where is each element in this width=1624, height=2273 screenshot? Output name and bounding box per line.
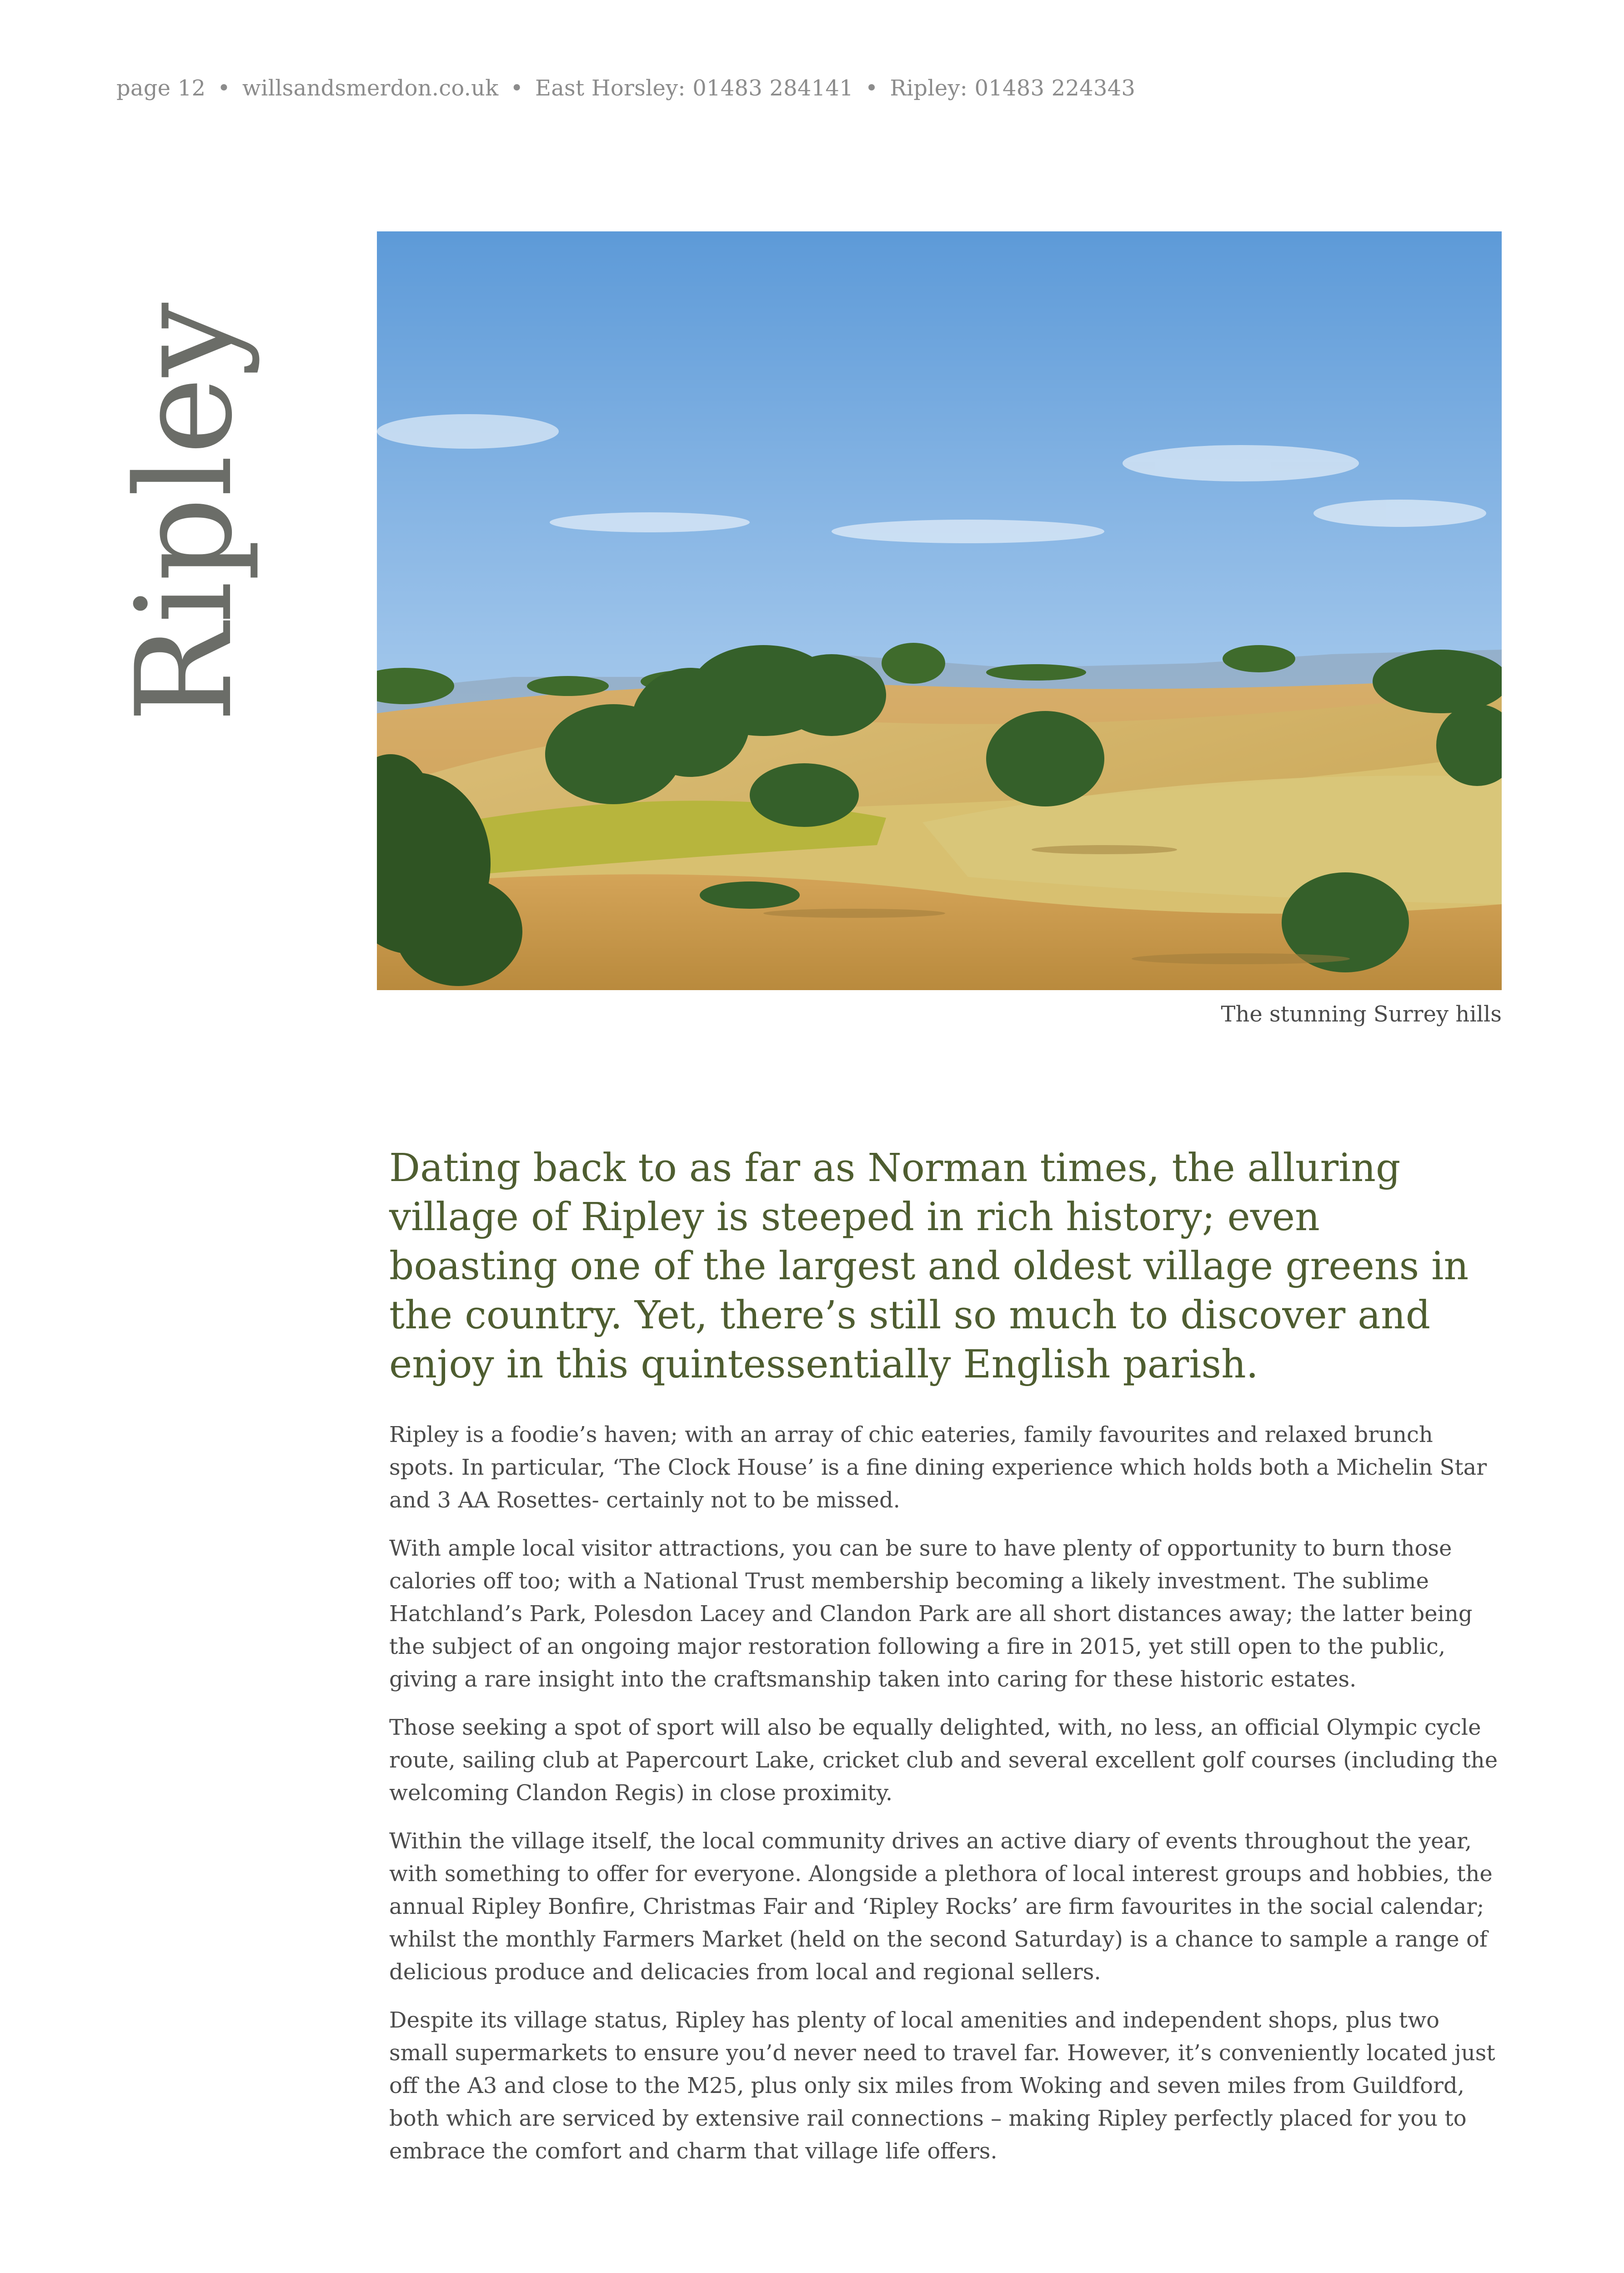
paragraph-sport: Those seeking a spot of sport will also be equally delighted, with, no less, an official Olympic cycle route, sailing club at Papercourt Lake, cricket club and several excellent golf courses (including the welcoming Clandon Regis) in close proximity. — [389, 1715, 1498, 1806]
paragraph-food: Ripley is a foodie’s haven; with an array of chic eateries, family favourites and relaxed brunch spots. In particular, ‘The Clock House’ is a fine dining experience which holds both a Michelin Star and 3 AA Rosettes- certainly not to be missed. — [389, 1422, 1487, 1513]
page-title: Ripley — [108, 302, 261, 723]
page-number: page 12 — [116, 75, 206, 101]
header-separator: • — [510, 75, 523, 101]
body-text — [389, 1418, 1499, 2183]
intro-paragraph: Dating back to as far as Norman times, the alluring village of Ripley is steeped in rich history; even boasting one of the largest and oldest village greens in the country. Yet, there’s still so much to discover and enjoy in this quintessentially English parish. — [389, 1146, 1469, 1387]
ripley-phone: Ripley: 01483 224343 — [890, 75, 1136, 101]
website-link[interactable]: willsandsmerdon.co.uk — [242, 75, 499, 101]
photo-caption: The stunning Surrey hills — [1221, 1001, 1502, 1027]
landscape-illustration — [377, 231, 1502, 990]
header-separator: • — [217, 75, 231, 101]
header-separator: • — [865, 75, 878, 101]
hero-photo — [377, 231, 1502, 990]
page-header — [116, 75, 1135, 101]
paragraph-community: Within the village itself, the local community drives an active diary of events throughout the year, with something to offer for everyone. Alongside a plethora of local interest groups and hobbies, the annual Ripley Bonfire, Christmas Fair and ‘Ripley Rocks’ are firm favourites in the social calendar; whilst the monthly Farmers Market (held on the second Saturday) is a chance to sample a range of delicious produce and delicacies from local and regional sellers. — [389, 1828, 1493, 1985]
paragraph-amenities: Despite its village status, Ripley has plenty of local amenities and independent shops, plus two small supermarkets to ensure you’d never need to travel far. However, it’s conveniently located just off the A3 and close to the M25, plus only six miles from Woking and seven miles from Guildford, both which are serviced by extensive rail connections – making Ripley perfectly placed for you to embrace the comfort and charm that village life offers. — [389, 2008, 1495, 2164]
paragraph-attractions: With ample local visitor attractions, you can be sure to have plenty of opportunity to burn those calories off too; with a National Trust membership becoming a likely investment. The sublime Hatchland’s Park, Polesdon Lacey and Clandon Park are all short distances away; the latter being the subject of an ongoing major restoration following a fire in 2015, yet still open to the public, giving a rare insight into the craftsmanship taken into caring for these historic estates. — [389, 1536, 1473, 1692]
east-horsley-phone: East Horsley: 01483 284141 — [535, 75, 853, 101]
